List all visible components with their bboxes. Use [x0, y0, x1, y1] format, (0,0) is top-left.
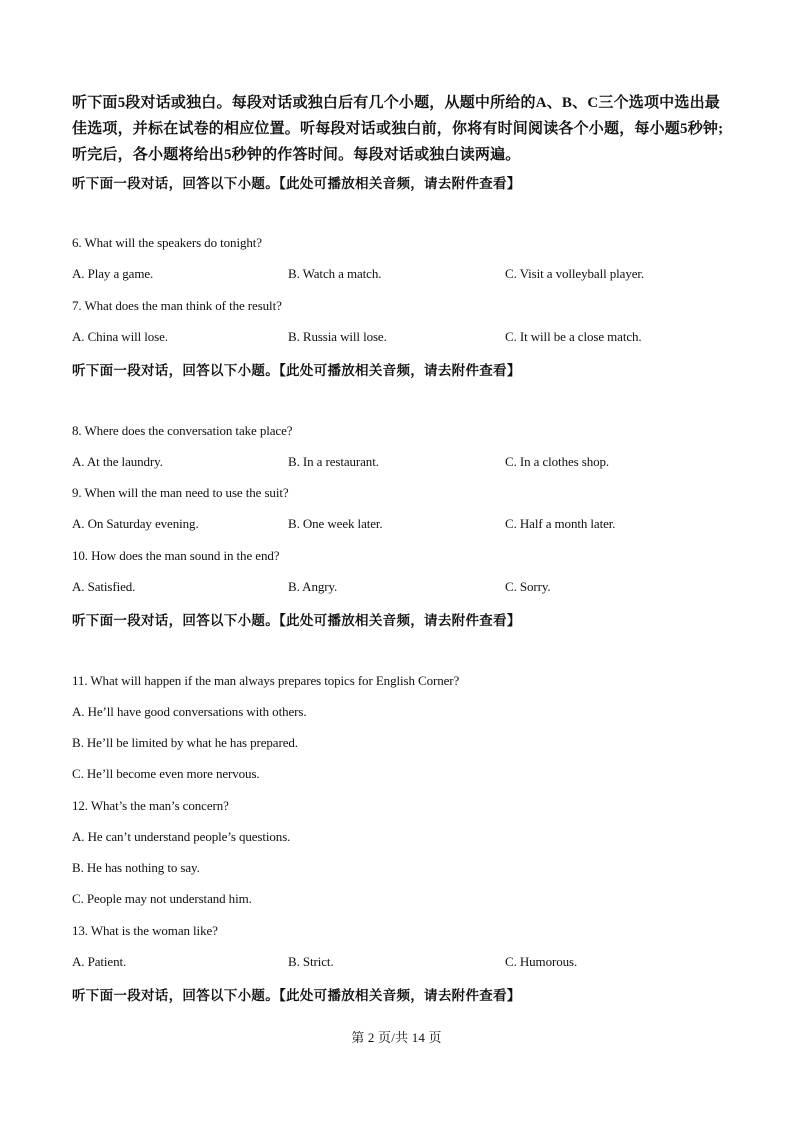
question-12-stem: 12. What’s the man’s concern?: [72, 798, 229, 813]
question-6-option-c: C. Visit a volleyball player.: [505, 266, 645, 281]
question-6-option-a: A. Play a game.: [72, 266, 154, 281]
question-13-option-c: C. Humorous.: [505, 954, 578, 969]
question-8-option-c: C. In a clothes shop.: [505, 454, 610, 469]
question-13-option-a: A. Patient.: [72, 954, 127, 969]
question-12-option-b: B. He has nothing to say.: [72, 860, 200, 875]
question-10-option-c: C. Sorry.: [505, 579, 551, 594]
question-11-option-c: C. He’ll become even more nervous.: [72, 766, 260, 781]
question-13-stem: 13. What is the woman like?: [72, 923, 218, 938]
question-10-stem: 10. How does the man sound in the end?: [72, 548, 280, 563]
audio-instruction-3: 听下面一段对话，回答以下小题。【此处可播放相关音频，请去附件查看】: [72, 613, 521, 628]
question-9-option-b: B. One week later.: [288, 516, 383, 531]
audio-instruction-2: 听下面一段对话，回答以下小题。【此处可播放相关音频，请去附件查看】: [72, 363, 521, 378]
question-9-stem: 9. When will the man need to use the suit?: [72, 485, 289, 500]
question-7-stem: 7. What does the man think of the result?: [72, 298, 282, 313]
question-8-option-b: B. In a restaurant.: [288, 454, 379, 469]
question-11-option-a: A. He’ll have good conversations with others.: [72, 704, 307, 719]
page-number: 第 2 页/共 14 页: [351, 1030, 442, 1045]
question-12-option-a: A. He can’t understand people’s questions.: [72, 829, 291, 844]
question-13-option-b: B. Strict.: [288, 954, 334, 969]
question-10-option-a: A. Satisfied.: [72, 579, 136, 594]
question-9-option-a: A. On Saturday evening.: [72, 516, 199, 531]
question-11-stem: 11. What will happen if the man always prepares topics for English Corner?: [72, 673, 460, 688]
question-8-stem: 8. Where does the conversation take place?: [72, 423, 293, 438]
question-8-option-a: A. At the laundry.: [72, 454, 163, 469]
audio-instruction-1: 听下面一段对话，回答以下小题。【此处可播放相关音频，请去附件查看】: [72, 176, 521, 191]
question-7-option-c: C. It will be a close match.: [505, 329, 642, 344]
question-6-option-b: B. Watch a match.: [288, 266, 382, 281]
question-6-stem: 6. What will the speakers do tonight?: [72, 235, 262, 250]
audio-instruction-4: 听下面一段对话，回答以下小题。【此处可播放相关音频，请去附件查看】: [72, 988, 521, 1003]
question-7-option-b: B. Russia will lose.: [288, 329, 387, 344]
section-directions: 听下面5段对话或独白。每段对话或独白后有几个小题，从题中所给的A、B、C三个选项中选出最佳选项，并标在试卷的相应位置。听每段对话或独白前，你将有时间阅读各个小题，每小题5秒钟;听完后，各小题将给出5秒钟的作答时间。每段对话或独白读两遍。: [72, 95, 724, 163]
question-10-option-b: B. Angry.: [288, 579, 338, 594]
question-12-option-c: C. People may not understand him.: [72, 891, 252, 906]
question-9-option-c: C. Half a month later.: [505, 516, 616, 531]
question-11-option-b: B. He’ll be limited by what he has prepared.: [72, 735, 298, 750]
question-7-option-a: A. China will lose.: [72, 329, 168, 344]
